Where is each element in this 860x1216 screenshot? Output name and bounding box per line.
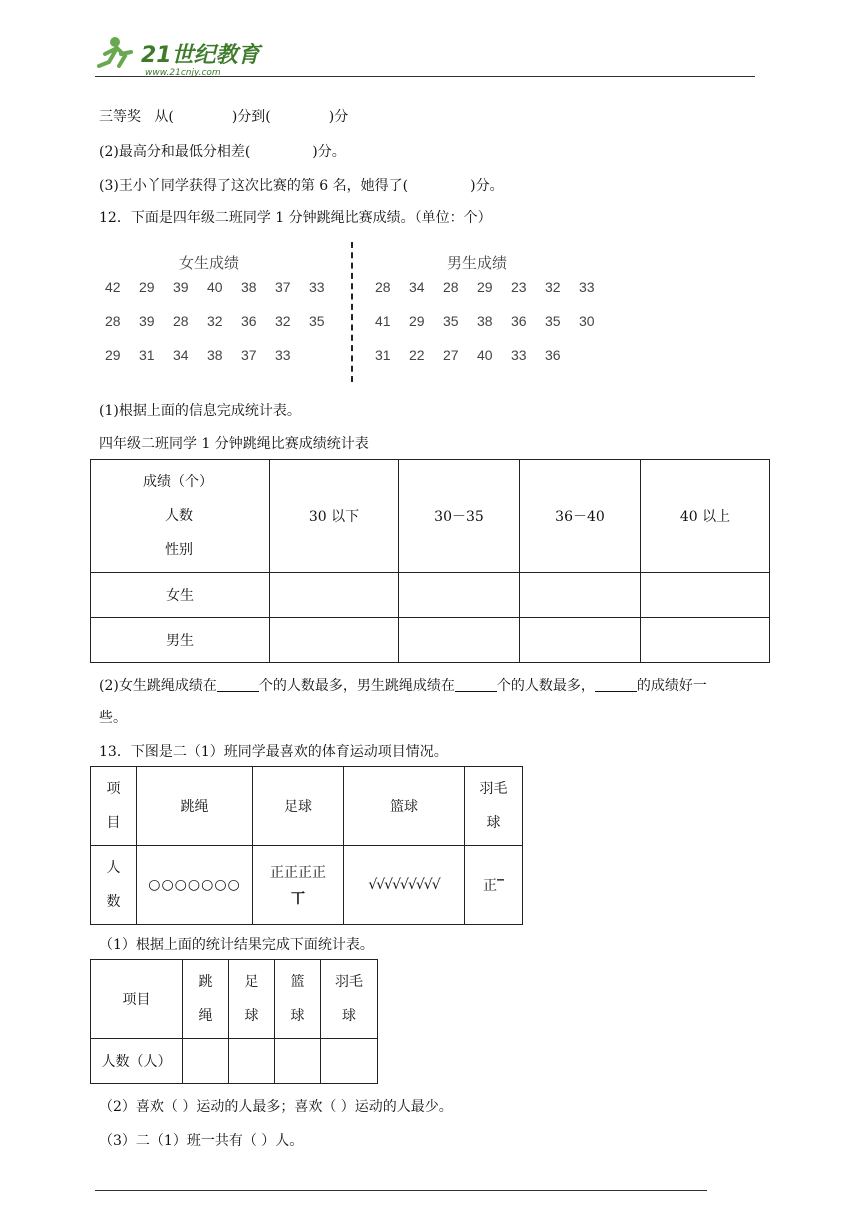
logo-text: 21世纪教育 — [141, 43, 260, 68]
q12-part2: (2)女生跳绳成绩在 个的人数最多，男生跳绳成绩在 个的人数最多， 的成绩好一 — [99, 678, 707, 694]
cell-input[interactable] — [399, 618, 520, 663]
item-football: 足球 — [253, 767, 344, 846]
col-30-35: 30－35 — [399, 460, 520, 573]
footer-rule — [95, 1190, 707, 1191]
q12-stat-table — [90, 459, 770, 663]
girls-row-3: 29 31 34 38 37 33 — [105, 347, 291, 363]
table-row — [91, 1039, 378, 1084]
q13-tally-table — [90, 766, 523, 925]
q12-part1: (1)根据上面的信息完成统计表。 — [99, 403, 301, 419]
cell-input[interactable] — [641, 618, 770, 663]
q11-part3: (3)王小丫同学获得了这次比赛的第 6 名，她得了( )分。 — [99, 178, 504, 194]
tally-count-label: 人 数 — [91, 846, 137, 925]
girls-row-2: 28 39 28 32 36 32 35 — [105, 313, 325, 329]
blank-line[interactable] — [455, 677, 497, 692]
tally-jump-rope: ○○○○○○○ — [137, 846, 253, 925]
q11-part2: (2)最高分和最低分相差( )分。 — [99, 144, 346, 160]
cell-input[interactable] — [270, 618, 399, 663]
item-badminton: 羽毛 球 — [465, 767, 523, 846]
tally-football: 正正正正 丅 — [253, 846, 344, 925]
stat-col-badminton: 羽毛 球 — [321, 960, 378, 1039]
blank-line[interactable] — [595, 677, 637, 692]
col-36-40: 36－40 — [520, 460, 641, 573]
col-under-30: 30 以下 — [270, 460, 399, 573]
stat-col-basketball: 篮 球 — [275, 960, 321, 1039]
row-label-boys: 男生 — [91, 618, 270, 663]
cell-input[interactable] — [641, 573, 770, 618]
boys-row-2: 41 29 35 38 36 35 30 — [375, 313, 595, 329]
header-rule — [95, 76, 755, 77]
tally-badminton: 正‾ — [465, 846, 523, 925]
boys-row-1: 28 34 28 29 23 32 33 — [375, 279, 595, 295]
q13-part1: （1）根据上面的统计结果完成下面统计表。 — [99, 937, 374, 953]
table-row — [91, 618, 770, 663]
girls-label: 女生成绩 — [179, 255, 240, 272]
item-basketball: 篮球 — [344, 767, 465, 846]
q13-part2: （2）喜欢（ ）运动的人最多；喜欢（ ）运动的人最少。 — [99, 1099, 453, 1115]
girls-row-1: 42 29 39 40 38 37 33 — [105, 279, 325, 295]
boys-scores — [375, 252, 615, 381]
cell-input[interactable] — [520, 618, 641, 663]
q12-table-title: 四年级二班同学 1 分钟跳绳比赛成绩统计表 — [99, 436, 369, 452]
cell-input[interactable] — [229, 1039, 275, 1084]
q12-part2-cont: 些。 — [99, 710, 127, 726]
item-jump-rope: 跳绳 — [137, 767, 253, 846]
table-row — [91, 573, 770, 618]
col-over-40: 40 以上 — [641, 460, 770, 573]
stat-row-label: 人数（人） — [91, 1039, 183, 1084]
boys-label: 男生成绩 — [447, 255, 508, 272]
q13-part3: （3）二（1）班一共有（ ）人。 — [99, 1133, 304, 1149]
stat-col-football: 足 球 — [229, 960, 275, 1039]
boys-row-3: 31 22 27 40 33 36 — [375, 347, 561, 363]
blank-line[interactable] — [217, 677, 259, 692]
stat-header-label: 项目 — [91, 960, 183, 1039]
tally-basketball: √√√√√√√√√ — [344, 846, 465, 925]
logo-url: www.21cnjy.com — [145, 68, 221, 78]
q12-corner-cell: 成绩（个） 人数 性别 — [91, 460, 270, 573]
row-label-girls: 女生 — [91, 573, 270, 618]
stat-col-jump-rope: 跳 绳 — [183, 960, 229, 1039]
cell-input[interactable] — [520, 573, 641, 618]
q13-title: 13．下图是二（1）班同学最喜欢的体育运动项目情况。 — [99, 744, 448, 760]
cell-input[interactable] — [270, 573, 399, 618]
cell-input[interactable] — [183, 1039, 229, 1084]
cell-input[interactable] — [321, 1039, 378, 1084]
q11-third-prize: 三等奖 从( )分到( )分 — [99, 109, 349, 125]
cell-input[interactable] — [399, 573, 520, 618]
q12-title: 12．下面是四年级二班同学 1 分钟跳绳比赛成绩。（单位：个） — [99, 210, 492, 226]
logo — [95, 32, 265, 78]
q13-stat-table — [90, 959, 378, 1084]
cell-input[interactable] — [275, 1039, 321, 1084]
tally-header-label: 项 目 — [91, 767, 137, 846]
score-divider — [351, 242, 353, 382]
girls-scores — [105, 252, 345, 381]
